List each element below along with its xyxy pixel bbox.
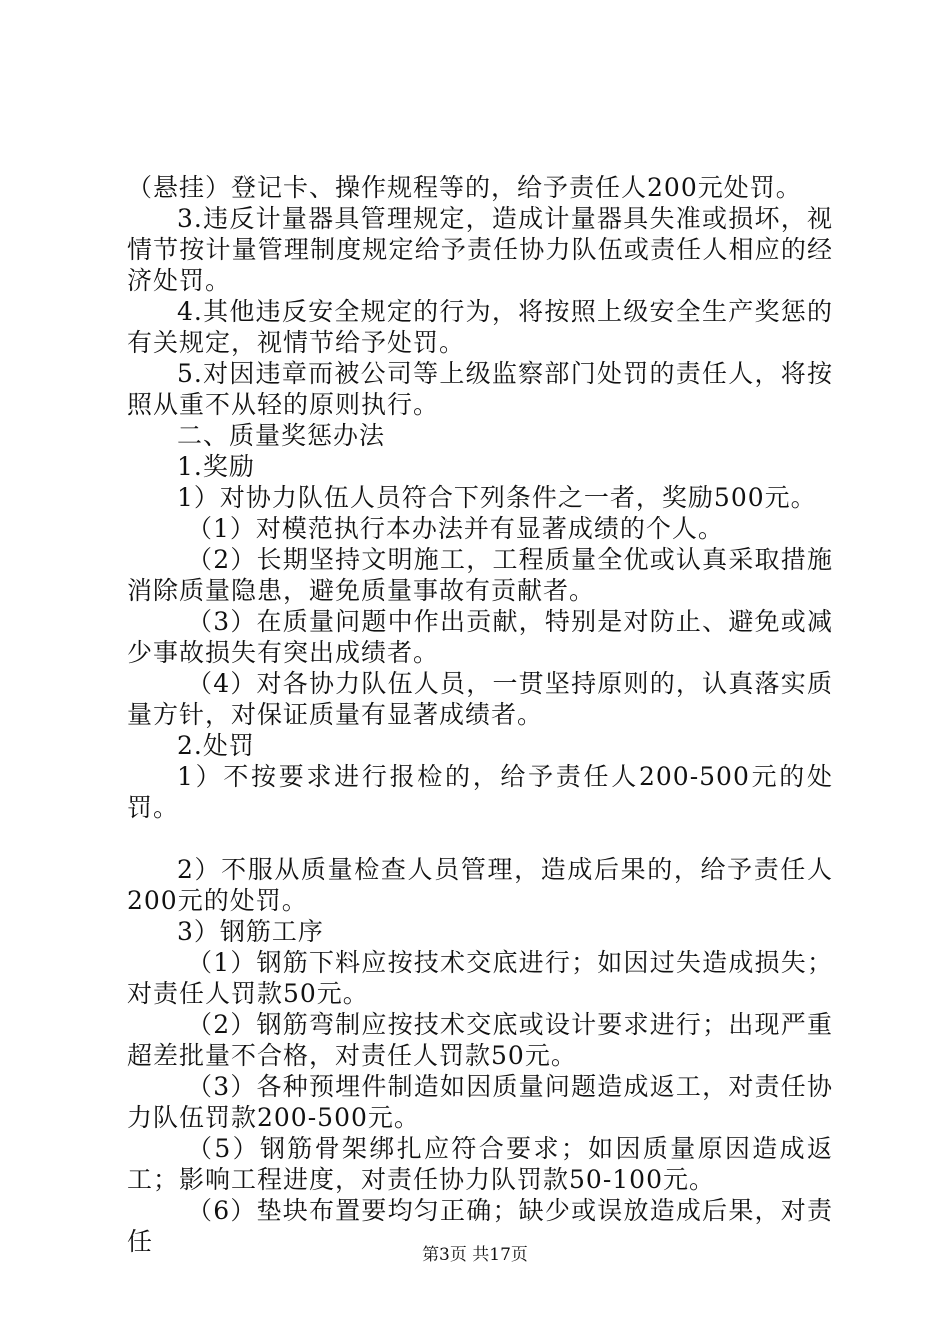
paragraph-penalty-1: 1）不按要求进行报检的，给予责任人200-500元的处罚。	[127, 762, 833, 822]
paragraph-reward-1-2: （2）长期坚持文明施工，工程质量全优或认真采取措施消除质量隐患，避免质量事故有贡献者。	[127, 545, 833, 605]
paragraph-item-4: 4.其他违反安全规定的行为，将按照上级安全生产奖惩的有关规定，视情节给予处罚。	[127, 297, 833, 357]
page-number: 第3页 共17页	[422, 1245, 528, 1265]
paragraph-item-3: 3.违反计量器具管理规定，造成计量器具失准或损坏，视情节按计量管理制度规定给予责任协力队伍或责任人相应的经济处罚。	[127, 204, 833, 295]
paragraph-penalty-2: 2）不服从质量检查人员管理，造成后果的，给予责任人200元的处罚。	[127, 855, 833, 915]
subheading-reward: 1.奖励	[177, 452, 255, 481]
paragraph-reward-1-3: （3）在质量问题中作出贡献，特别是对防止、避免或减少事故损失有突出成绩者。	[127, 607, 833, 667]
paragraph-reward-1-4: （4）对各协力队伍人员，一贯坚持原则的，认真落实质量方针，对保证质量有显著成绩者。	[127, 669, 833, 729]
paragraph-reward-1: 1）对协力队伍人员符合下列条件之一者，奖励500元。	[177, 483, 817, 512]
paragraph-continuation: （悬挂）登记卡、操作规程等的，给予责任人200元处罚。	[127, 173, 802, 202]
subheading-penalty: 2.处罚	[177, 731, 255, 760]
paragraph-penalty-3-3: （3）各种预埋件制造如因质量问题造成返工，对责任协力队伍罚款200-500元。	[127, 1072, 833, 1132]
body-text	[127, 172, 833, 1257]
paragraph-penalty-3: 3）钢筋工序	[177, 917, 324, 946]
paragraph-penalty-3-5: （5）钢筋骨架绑扎应符合要求；如因质量原因造成返工；影响工程进度，对责任协力队罚款50-100元。	[127, 1134, 833, 1194]
paragraph-penalty-3-1: （1）钢筋下料应按技术交底进行；如因过失造成损失；对责任人罚款50元。	[127, 948, 833, 1008]
paragraph-penalty-3-6: （6）垫块布置要均匀正确；缺少或误放造成后果，对责任	[127, 1196, 833, 1256]
page-footer	[0, 1244, 950, 1266]
paragraph-reward-1-1: （1）对模范执行本办法并有显著成绩的个人。	[187, 514, 724, 543]
paragraph-item-5: 5.对因违章而被公司等上级监察部门处罚的责任人，将按照从重不从轻的原则执行。	[127, 359, 833, 419]
section-heading-quality: 二、质量奖惩办法	[177, 421, 386, 450]
paragraph-penalty-3-2: （2）钢筋弯制应按技术交底或设计要求进行；出现严重超差批量不合格，对责任人罚款50元。	[127, 1010, 833, 1070]
